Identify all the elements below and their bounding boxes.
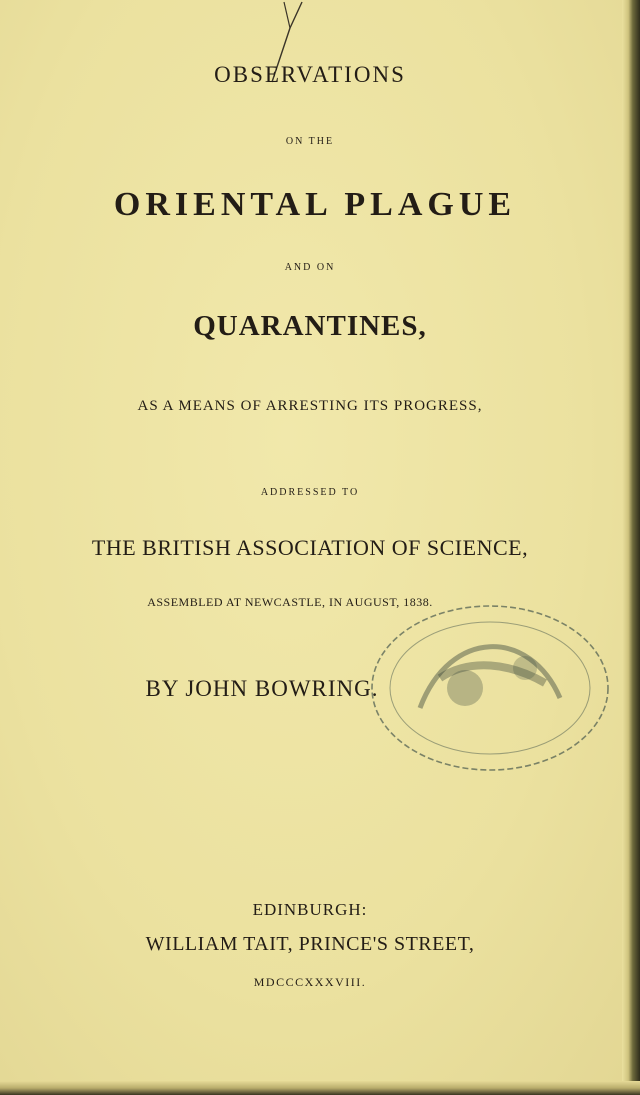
addressee: THE BRITISH ASSOCIATION OF SCIENCE,: [91, 535, 529, 560]
title-observations: OBSERVATIONS: [214, 62, 406, 87]
place-edinburgh: EDINBURGH:: [252, 900, 368, 919]
publication-year: MDCCCXXXVIII.: [253, 975, 367, 989]
publisher: WILLIAM TAIT, PRINCE'S STREET,: [145, 933, 475, 955]
author-line: BY JOHN BOWRING.: [145, 676, 379, 701]
page-edge-right: [622, 0, 640, 1095]
addressed-to: ADDRESSED TO: [260, 487, 360, 498]
title-quarantines: QUARANTINES,: [193, 310, 427, 342]
page-edge-bottom: [0, 1081, 640, 1095]
subtitle-means: AS A MEANS OF ARRESTING ITS PROGRESS,: [137, 398, 483, 414]
title-and-on: AND ON: [284, 262, 336, 273]
title-on-the: ON THE: [285, 136, 335, 147]
library-stamp: [360, 588, 620, 788]
assembly-note: ASSEMBLED AT NEWCASTLE, IN AUGUST, 1838.: [147, 595, 433, 609]
title-oriental-plague: ORIENTAL PLAGUE: [113, 186, 517, 223]
